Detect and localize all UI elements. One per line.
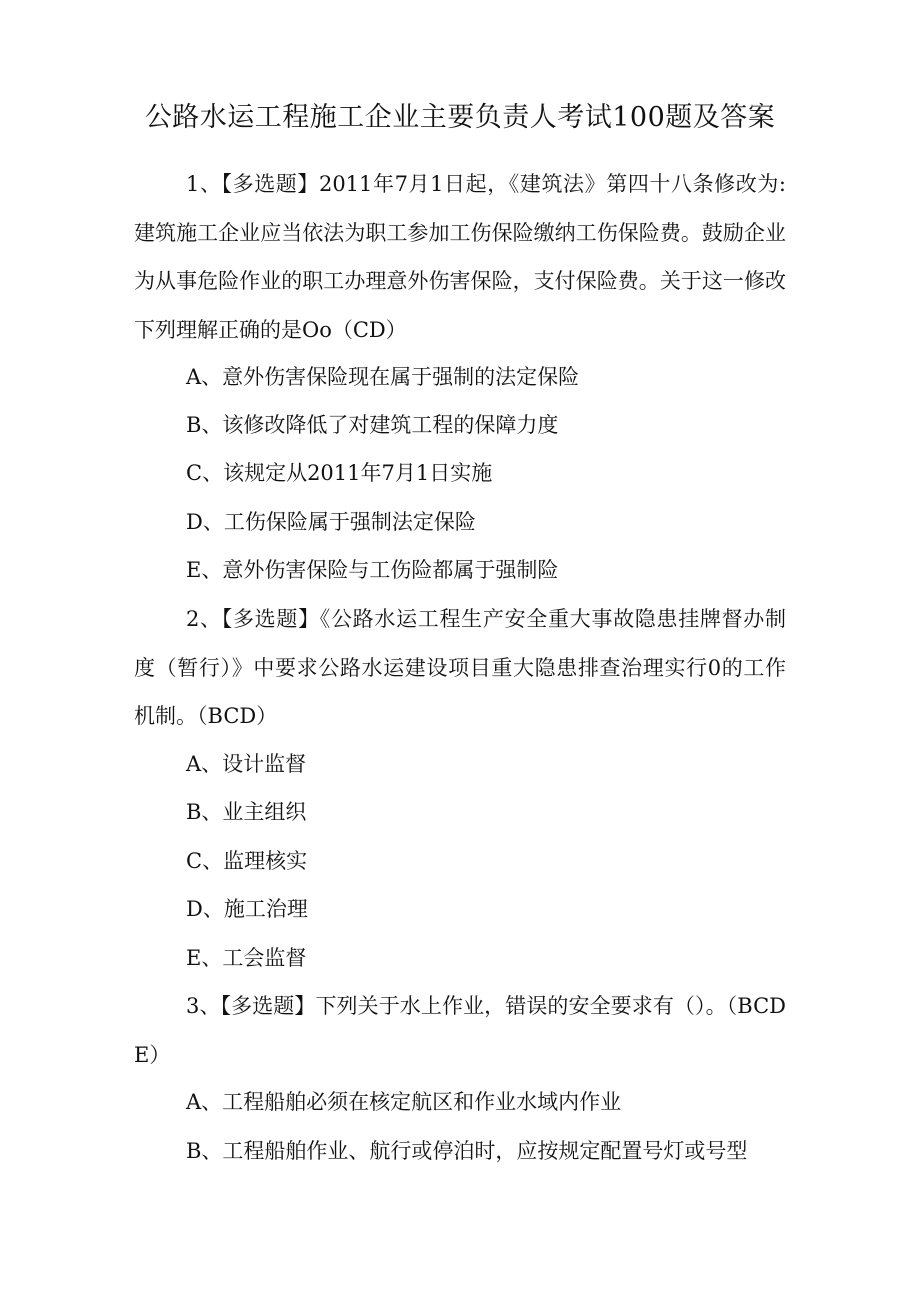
question-1-option-b: B、该修改降低了对建筑工程的保障力度: [186, 413, 559, 437]
question-2-option-b: B、业主组织: [186, 800, 307, 824]
question-1-option-a: A、意外伤害保险现在属于强制的法定保险: [186, 365, 580, 389]
question-1-option-d: D、工伤保险属于强制法定保险: [186, 510, 476, 534]
question-2-option-d: D、施工治理: [186, 897, 308, 921]
question-1-option-e: E、意外伤害保险与工伤险都属于强制险: [186, 558, 559, 582]
question-1-option-c: C、该规定从2011年7月1日实施: [186, 461, 493, 485]
question-2-text: 2、【多选题】《公路水运工程生产安全重大事故隐患挂牌督办制度（暂行）》中要求公路水运建设项目重大隐患排查治理实行0的工作机制。（BCD）: [134, 607, 786, 728]
question-3-option-a: A、工程船舶必须在核定航区和作业水域内作业: [186, 1090, 622, 1114]
question-3-text: 3、【多选题】下列关于水上作业，错误的安全要求有（）。（BCDE）: [134, 994, 786, 1067]
question-1-text: 1、【多选题】2011年7月1日起，《建筑法》第四十八条修改为:建筑施工企业应当依法为职工参加工伤保险缴纳工伤保险费。鼓励企业为从事危险作业的职工办理意外伤害保险，支付保险费。关于这一修改下列理解正确的是Oo（CD）: [134, 172, 786, 342]
question-2-option-c: C、监理核实: [186, 849, 308, 873]
question-3-option-b: B、工程船舶作业、航行或停泊时，应按规定配置号灯或号型: [186, 1139, 748, 1163]
question-2-option-e: E、工会监督: [186, 946, 307, 970]
document-title: 公路水运工程施工企业主要负责人考试100题及答案: [144, 102, 776, 133]
question-2-option-a: A、设计监督: [186, 752, 307, 776]
